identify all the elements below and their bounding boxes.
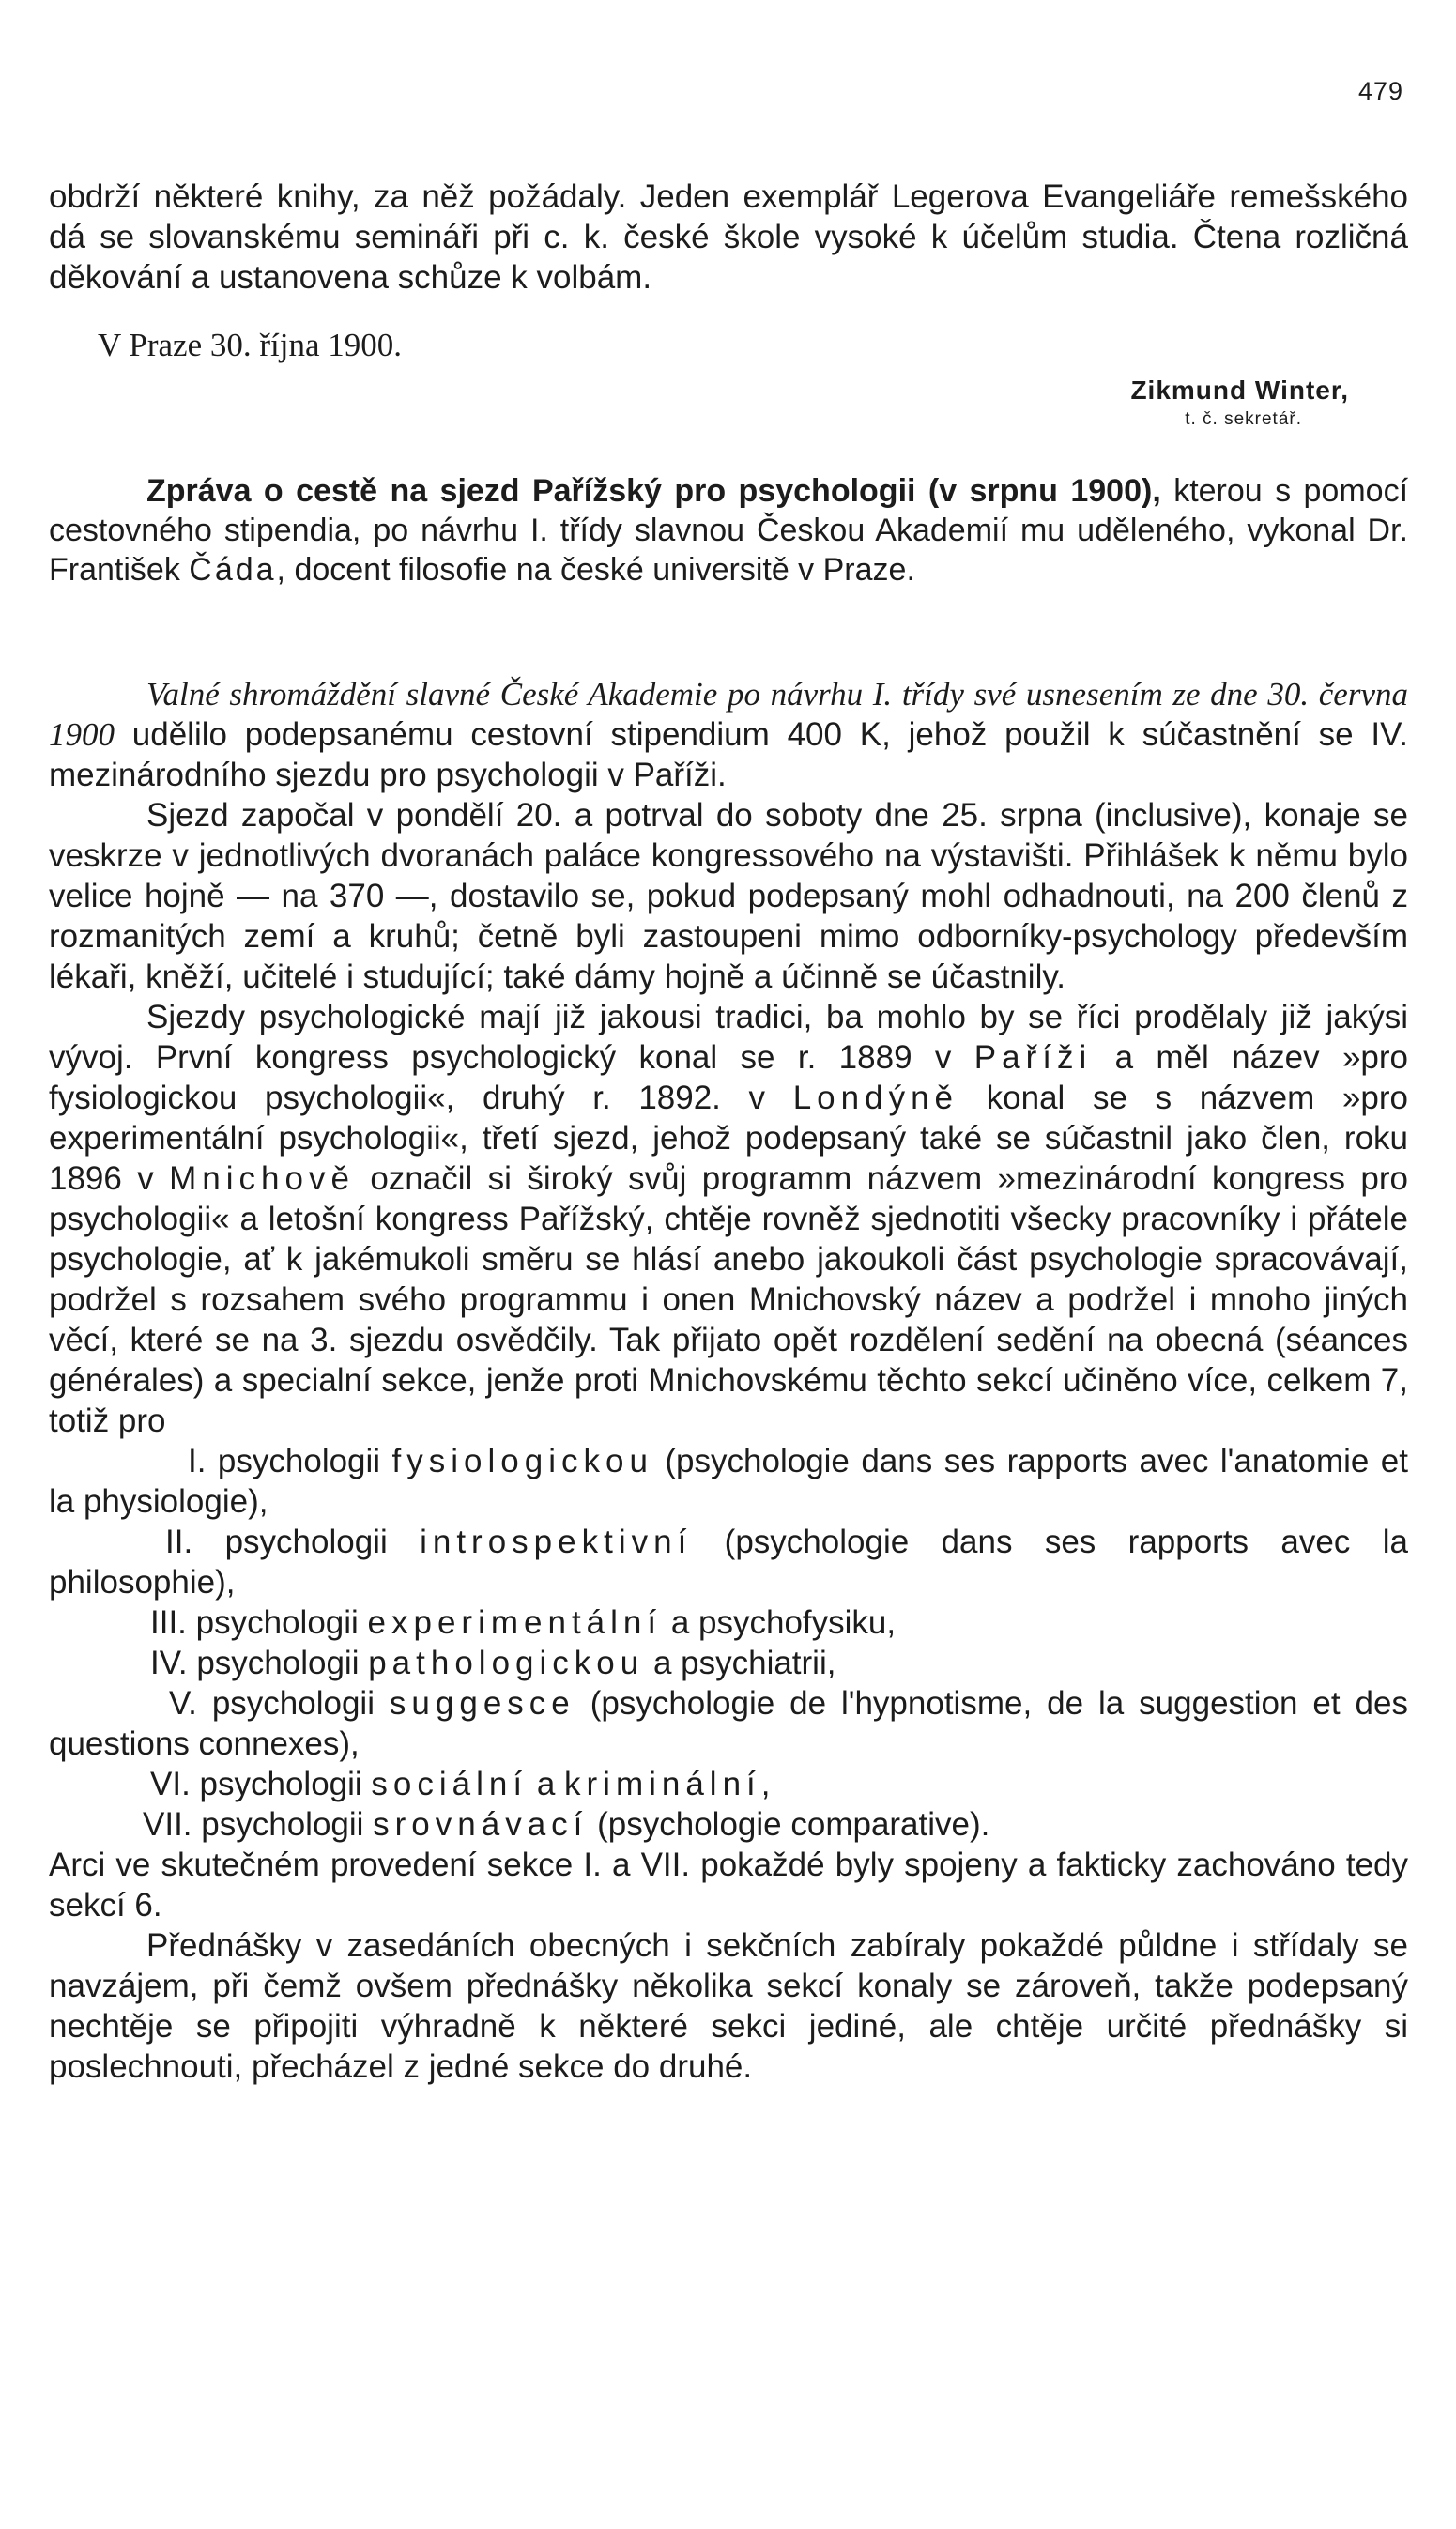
report-title-pre: kterou s pomocí cestovného stipendia, po návrhu I. třídy slavnou Českou Akademií mu uděleného, vykonal Dr. František <box>49 473 1409 588</box>
section-spaced: suggesce <box>389 1685 575 1722</box>
report-title-bold: Zpráva o cestě na sjezd Pařížský pro psychologii (v srpnu 1900), <box>146 473 1161 509</box>
section-pre: psychologii <box>195 1604 368 1641</box>
signature-role: t. č. sekretář. <box>1185 409 1302 429</box>
report-title-post: , docent filosofie na české universitě v Praze. <box>276 552 915 588</box>
sections-list <box>49 1441 1408 1845</box>
section-spaced: kriminální <box>564 1766 761 1802</box>
paragraph-1-rest: udělilo podepsanému cestovní stipendium 400 K, jehož použil k súčastnění se IV. mezinárodního sjezdu pro psychologii v Paříži. <box>49 716 1408 793</box>
section-post: , <box>760 1766 771 1802</box>
section-item <box>49 1804 1408 1845</box>
section-spaced: fysiologickou <box>391 1443 653 1479</box>
paragraph-4: Arci ve skutečném provedení sekce I. a VII. pokaždé byly spojeny a fakticky zachováno tedy sekcí 6. <box>49 1847 1408 1924</box>
section-mid: a <box>528 1766 565 1802</box>
paragraph-2: Sjezd započal v pondělí 20. a potrval do soboty dne 25. srpna (inclusive), konaje se veskrze v jednotlivých dvoranách paláce kongressového na výstavišti. Přihlášek k němu bylo velice hojně — na 370 —, dostavilo se, pokud podepsaný mohl odhadnouti, na 200 členů z rozmanitých zemí a kruhů; četně byli zastoupeni mimo odborníky-psychology především lékaři, kněží, učitelé i studující; také dámy hojně a účinně se účastnily. <box>49 797 1408 995</box>
intro-text: obdrží některé knihy, za něž požádaly. Jeden exemplář Legerova Evangeliáře remešského dá se slovanskému semináři při c. k. české škole vysoké k účelům studia. Čtena rozličná děkování a ustanovena schůze k volbám. <box>49 178 1408 296</box>
section-spaced: srovnávací <box>373 1806 589 1843</box>
section-post: a psychiatrii, <box>644 1645 836 1681</box>
paragraph-3-part: konal se s názvem »pro experimentální psychologii«, třetí sjezd, jehož podepsaný také se súčastnil jako člen, roku 1896 v <box>49 1080 1408 1197</box>
page-number: 479 <box>1357 77 1403 105</box>
section-spaced: experimentální <box>367 1604 663 1641</box>
report-title <box>49 471 1408 590</box>
section-number: VI. <box>150 1766 191 1802</box>
section-item <box>49 1643 1408 1683</box>
body-text <box>49 674 1408 2087</box>
intro-paragraph <box>49 176 1408 298</box>
section-spaced: introspektivní <box>420 1524 693 1560</box>
paragraph-1-italic: Valné shromáždění slavné České Akademie po návrhu I. třídy své usnesením ze dne 30. června 1900 <box>49 676 1408 753</box>
section-pre: psychologii <box>217 1443 392 1479</box>
paragraph-1 <box>49 674 1408 795</box>
signature-name: Zikmund Winter, <box>1130 376 1349 405</box>
section-pre: psychologii <box>201 1806 374 1843</box>
section-post: (psychologie dans ses rapports avec la philosophie), <box>49 1524 1408 1601</box>
paragraph-5: Přednášky v zasedáních obecných i sekčních zabíraly pokaždé půldne i střídaly se navzájem, při čemž ovšem přednášky několika sekcí konaly se zároveň, takže podepsaný nechtěje se připojiti výhradně k některé sekci jediné, ale chtěje určité přednášky si poslechnouti, přecházel z jedné sekce do druhé. <box>49 1927 1408 2085</box>
paragraph-3-part: Sjezdy psychologické mají již jakousi tradici, ba mohlo by se říci prodělaly již jakýsi vývoj. První kongress psychologický konal se r. 1889 v <box>49 999 1408 1076</box>
section-spaced: pathologickou <box>368 1645 645 1681</box>
section-item <box>49 1683 1408 1764</box>
city-london: Londýně <box>792 1080 958 1116</box>
section-number: V. <box>169 1685 197 1722</box>
section-number: VII. <box>143 1806 192 1843</box>
section-post: a psychofysiku, <box>662 1604 897 1641</box>
date-line: V Praze 30. října 1900. <box>98 327 403 363</box>
section-pre: psychologii <box>224 1524 421 1560</box>
section-post: (psychologie de l'hypnotisme, de la suggestion et des questions connexes), <box>49 1685 1408 1762</box>
section-post: (psychologie comparative). <box>588 1806 990 1843</box>
section-number: IV. <box>150 1645 188 1681</box>
section-post: (psychologie dans ses rapports avec l'anatomie et la physiologie), <box>49 1443 1408 1520</box>
section-spaced: sociální <box>371 1766 529 1802</box>
section-item <box>49 1441 1408 1522</box>
city-munich: Mnichově <box>169 1160 355 1197</box>
section-pre: psychologii <box>196 1645 369 1681</box>
section-number: II. <box>165 1524 193 1560</box>
author-name: Čáda <box>189 552 277 588</box>
paragraph-3-part: označil si široký svůj programm názvem »mezinárodní kongress pro psychologii« a letošní kongress Pařížský, chtěje rovněž sjednotiti všecky pracovníky i přátele psychologie, ať k jakémukoli směru se hlásí anebo jakoukoli část psychologie spracovávají, podržel s rozsahem svého programmu i onen Mnichovský název a podržel i mnoho jiných věcí, které se na 3. sjezdu osvědčily. Tak přijato opět rozdělení sedění na obecná (séances générales) a specialní sekce, jenže proti Mnichovskému těchto sekcí učiněno více, celkem 7, totiž pro <box>49 1160 1408 1439</box>
section-number: I. <box>188 1443 207 1479</box>
paragraph-3 <box>49 997 1408 1441</box>
section-number: III. <box>150 1604 187 1641</box>
section-item <box>49 1764 1408 1804</box>
section-item <box>49 1602 1408 1643</box>
paragraph-3-part: a měl název »pro fysiologickou psychologii«, druhý r. 1892. v <box>49 1039 1408 1116</box>
city-paris: Paříži <box>973 1039 1093 1076</box>
section-item <box>49 1522 1408 1602</box>
section-pre: psychologii <box>211 1685 390 1722</box>
section-pre: psychologii <box>199 1766 372 1802</box>
